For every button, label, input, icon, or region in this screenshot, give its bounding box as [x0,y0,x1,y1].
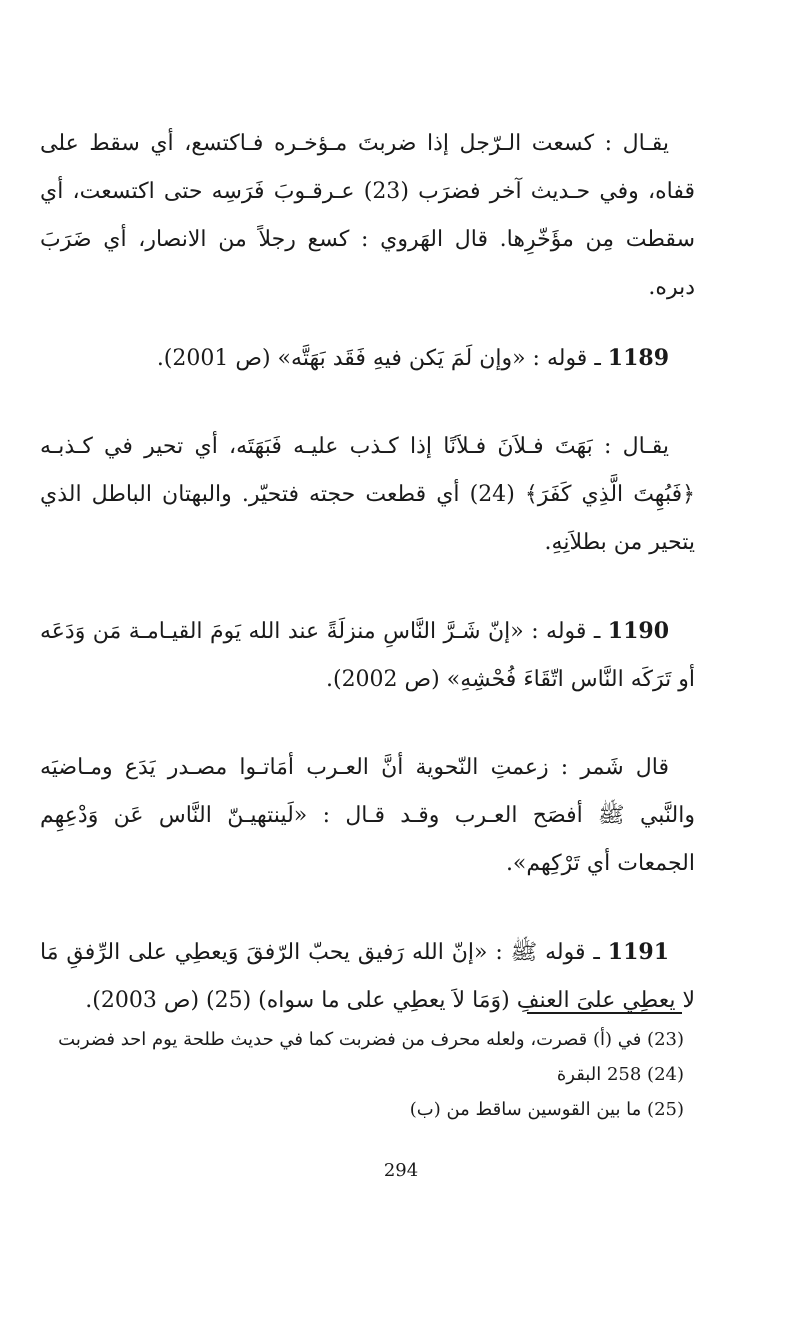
paragraph-bahata-text: يقـال : بَهَتَ فـلاَنَ فـلاَنًا إذا كـذب عليـه فَبَهَتَه، أي تحير في كـذبـه ﴿فَبُهِتَ الَّذِي كَفَرَ﴾ (24) أي قطعت حجته فتحيّر. والبهتان الباطل الذي يتحير من بطلاَنِهِ. [40,434,695,555]
entry-1191-text: ـ قوله ﷺ : «إنّ الله رَفيق يحبّ الرّفقَ وَيعطِي على الرِّفقِ مَا لا يعطِي علىَ العنفِ (وَمَا لاَ يعطِي على ما سواه) (25) (ص 2003). [40,940,695,1013]
footnote-25: (25) ما بين القوسين ساقط من (ب) [409,1099,684,1120]
paragraph-bahata [40,423,695,567]
entry-1189 [40,334,695,383]
page-body [40,120,695,1025]
footnote-23: (23) في (أ) قصرت، ولعله محرف من فضربت كما في حديث طلحة يوم احد فضربت [58,1029,684,1050]
paragraph-kasa [40,120,695,312]
footnote-separator [527,1012,682,1014]
entry-1190-text: ـ قوله : «إنّ شَـرَّ النَّاسِ منزلَةً عند الله يَومَ القيـامـة مَن وَدَعَه أو تَرَكَه النَّاس اتّقَاءَ فُحْشِهِ» (ص 2002). [40,619,695,692]
entry-1189-text: ـ قوله : «وإن لَمَ يَكن فيهِ فَقَد بَهَتَّه» (ص 2001). [156,346,601,371]
paragraph-kasa-text: يقـال : كسعت الـرّجل إذا ضربتَ مـؤخـره فـاكتسع، أي سقط على قفاه، وفي حـديث آخر فضرَب (23) عـرقـوبَ فَرَسِه حتى اكتسعت، أي سقطت مِن مؤَخّرِها. قال الهَروي : كسع رجلاً من الانصار، أي ضَرَبَ دبره. [40,131,695,300]
entry-1190 [40,607,695,704]
entry-1189-number: 1189 [607,345,669,371]
entry-1191 [40,928,695,1025]
page-number: 294 [383,1160,419,1181]
paragraph-shamir [40,744,695,888]
footnote-24: (24) 258 البقرة [556,1064,684,1085]
entry-1190-number: 1190 [607,618,670,644]
paragraph-shamir-text: قال شَمر : زعمتِ النّحوية أنَّ العـرب أمَاتـوا مصـدر يَدَع ومـاضيَه والنَّبي ﷺ أفصَح العـرب وقـد قـال : «لَينتهيـنّ النَّاس عَن وَدْعِهِم الجمعات أي تَرْكِهم». [40,755,695,876]
footnotes [36,1022,684,1127]
entry-1191-number: 1191 [607,939,669,965]
